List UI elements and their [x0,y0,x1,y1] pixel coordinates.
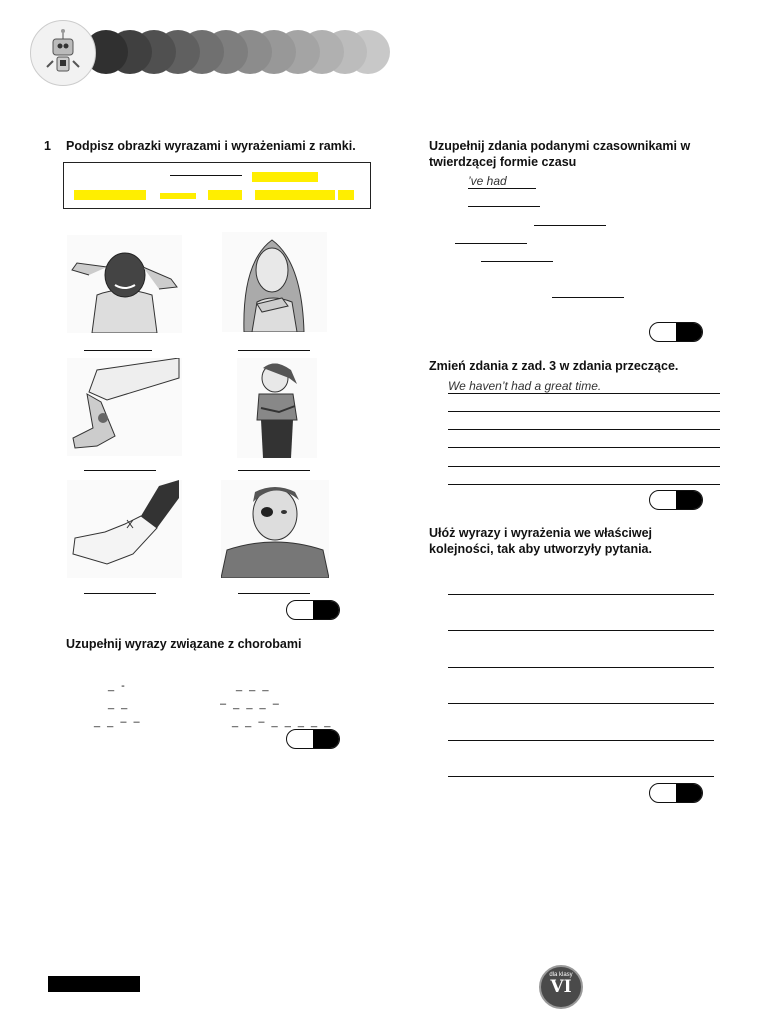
word-fragment: _ _ _ [236,680,271,692]
answer-line[interactable] [238,470,310,471]
answer-line[interactable] [84,350,152,351]
highlighted-word [255,190,335,200]
highlighted-word [160,193,196,199]
highlighted-word [338,190,354,200]
answer-line[interactable] [534,225,606,226]
badge-grade: VI [550,977,572,997]
answer-line[interactable] [448,411,720,412]
word-fragment: _ - [108,680,127,692]
grade-badge [539,965,583,1009]
word-fragment: _ _ [108,698,130,710]
highlighted-word [74,190,146,200]
answer-line[interactable] [448,667,714,668]
exercise-4-instruction: Zmień zdania z zad. 3 w zdania przeczące. [429,359,679,373]
score-box [649,783,703,803]
word-box [63,162,371,209]
highlighted-word [252,172,318,182]
exercise-2-instruction: Uzupełnij wyrazy związane z chorobami [66,637,302,651]
answer-line[interactable] [448,429,720,430]
exercise-1-heading [44,138,384,154]
person-neck-pain-illustration [67,235,182,333]
answer-line[interactable] [448,630,714,631]
answer-line[interactable] [455,243,527,244]
highlighted-word [208,190,242,200]
answer-line[interactable] [448,393,720,394]
answer-line[interactable] [448,740,714,741]
exercise-3-instruction: Uzupełnij zdania podanymi czasownikami w twierdzącej formie czasu [429,139,691,169]
answer-line[interactable] [468,206,540,207]
footer-bar [48,976,140,992]
answer-line[interactable] [448,594,714,595]
exercise-5-instruction: Ułóż wyrazy i wyrażenia we właściwej kolejności, tak aby utworzyły pytania. [429,526,653,556]
robot-logo [30,20,96,86]
answer-line[interactable] [448,776,714,777]
answer-line[interactable] [468,188,536,189]
answer-line[interactable] [552,297,624,298]
answer-line[interactable] [448,703,714,704]
answer-line[interactable] [448,484,720,485]
word-fragment: – _ _ _ – [220,698,281,710]
answer-line[interactable] [238,593,310,594]
answer-line[interactable] [84,593,156,594]
score-box [649,490,703,510]
score-box [649,322,703,342]
girl-sore-throat-illustration [222,232,327,332]
word-fragment: _ _ – – [94,716,142,728]
answer-line[interactable] [481,261,553,262]
broken-leg-cast-illustration [67,480,182,578]
exercise-number: 1 [44,139,51,153]
word-fragment: _ _ – _ _ _ _ _ [232,716,333,728]
score-box [286,600,340,620]
answer-line[interactable] [448,447,720,448]
robot-icon [31,21,95,85]
badge-caption: dla klasy [549,972,573,978]
score-box [286,729,340,749]
word-box-line [170,175,242,176]
injured-leg-illustration [67,358,182,456]
girl-stomachache-illustration [237,358,317,458]
answer-line[interactable] [84,470,156,471]
answer-line[interactable] [448,466,720,467]
exercise-1-instruction: Podpisz obrazki wyrazami i wyrażeniami z ramki. [66,139,356,153]
man-black-eye-illustration [221,480,329,578]
example-answer: ’ve had [468,174,507,188]
example-answer: We haven’t had a great time. [448,379,602,393]
answer-line[interactable] [238,350,310,351]
